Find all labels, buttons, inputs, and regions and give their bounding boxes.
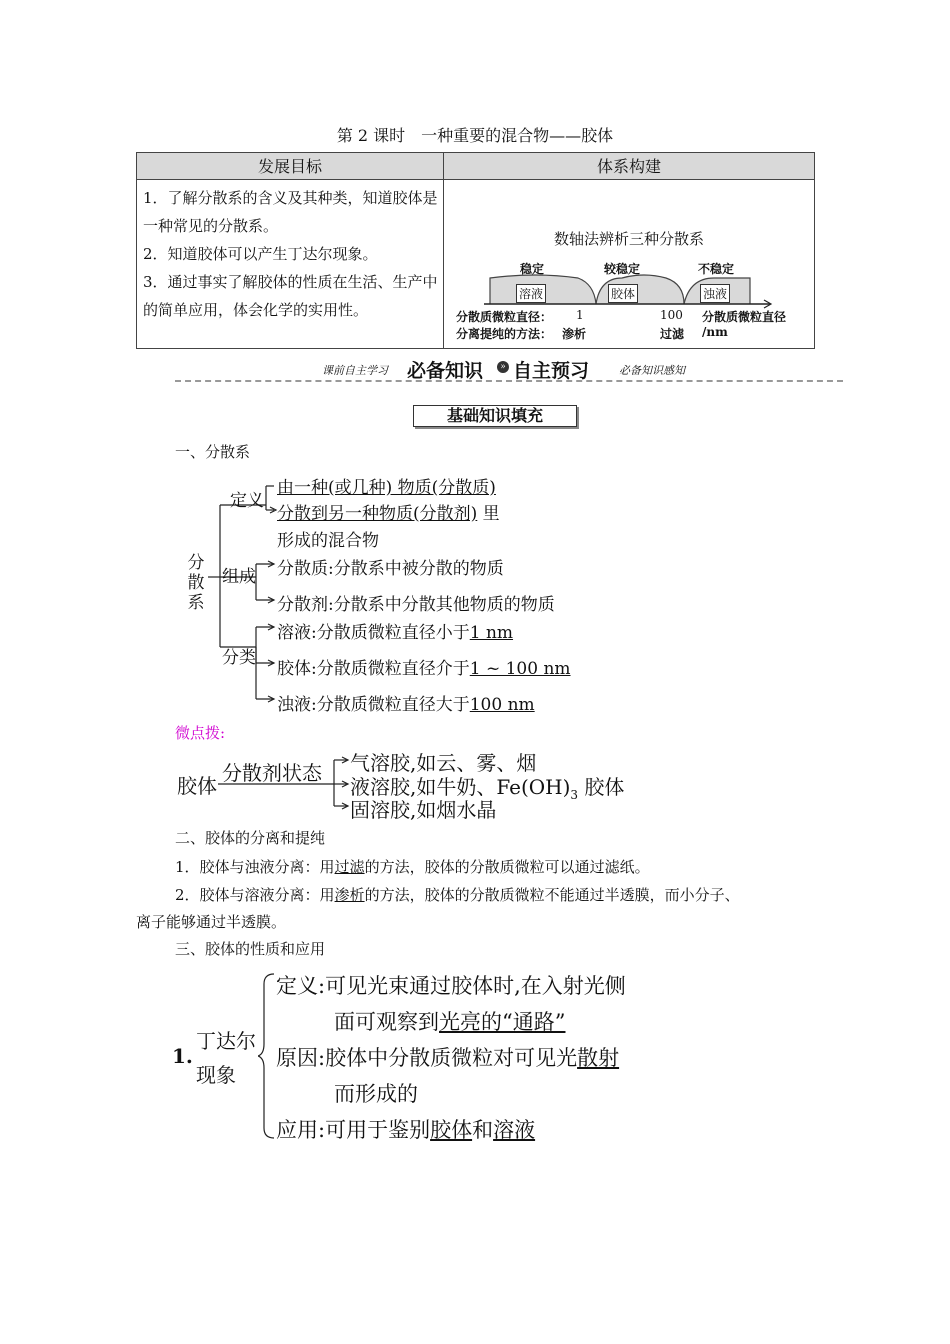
method-filtration: 过滤 (660, 327, 685, 341)
page-title: 第 2 课时 一种重要的混合物——胶体 (336, 126, 614, 145)
section-banner (175, 356, 843, 382)
system-diagram-cell (444, 180, 815, 349)
part1-heading: 一、分散系 (175, 443, 251, 461)
system-suspension: 浊液 (700, 284, 730, 303)
def-line-2: 分散到另一种物质(分散剂) 里 (277, 504, 500, 524)
diagram-title: 数轴法辨析三种分散系 (553, 230, 704, 248)
tick-1: 1 (576, 308, 584, 322)
tip-label: 微点拨: (175, 724, 226, 742)
arrow-icon: » (497, 361, 509, 373)
def-line-3: 形成的混合物 (277, 531, 379, 551)
stability-stable: 稳定 (520, 262, 545, 276)
part3-number: 1. (172, 1044, 193, 1068)
tyndall-reason: 原因:胶体中分散质微粒对可见光散射 (276, 1046, 620, 1070)
axis-label: 分散质微粒直径： (456, 310, 553, 324)
class-solution: 溶液:分散质微粒直径小于1 nm (277, 623, 514, 643)
banner-right: 必备知识感知 (619, 364, 685, 377)
axis-unit: 分散质微粒直径 /nm (702, 310, 787, 339)
def-line-1: 由一种(或几种) 物质(分散质) (277, 478, 496, 498)
part2-line-2-cont: 离子能够通过半透膜。 (136, 913, 287, 931)
goal-item: 3．通过事实了解胶体的性质在生活、生产中的简单应用，体会化学的实用性。 (143, 273, 438, 319)
system-solution: 溶液 (516, 284, 546, 303)
tip-item-gas: 气溶胶,如云、雾、烟 (350, 751, 537, 775)
comp-solute: 分散质:分散系中被分散的物质 (277, 559, 504, 579)
part2-heading: 二、胶体的分离和提纯 (175, 829, 326, 847)
tip-root: 胶体 (177, 774, 217, 798)
tip-branch: 分散剂状态 (222, 761, 322, 785)
brace-icon (258, 970, 278, 1142)
tyndall-reason-cont: 而形成的 (334, 1082, 418, 1106)
stability-unstable: 不稳定 (698, 262, 735, 276)
banner-title-1: 必备知识 (407, 360, 484, 382)
method-dialysis: 渗析 (562, 327, 587, 341)
stability-medium: 较稳定 (604, 262, 641, 276)
tyndall-topic: 丁达尔 现象 (196, 1029, 256, 1087)
tip-item-liquid: 液溶胶,如牛奶、$Fe(OH)_3$ 胶体 (350, 775, 625, 802)
tyndall-definition-cont: 面可观察到光亮的“通路” (334, 1010, 566, 1034)
header-system: 体系构建 (444, 153, 815, 180)
comp-solvent: 分散剂:分散系中分散其他物质的物质 (277, 595, 555, 615)
section-heading-box: 基础知识填充 (413, 405, 577, 427)
tree-root: 分 散 系 (187, 553, 205, 613)
system-colloid: 胶体 (608, 284, 638, 303)
label-definition: 定义 (230, 491, 264, 511)
banner-title-2: 自主预习 (513, 360, 590, 382)
label-classification: 分类 (222, 648, 256, 668)
banner-left: 课前自主学习 (322, 364, 388, 377)
goals-table (136, 152, 815, 349)
tyndall-application: 应用:可用于鉴别胶体和溶液 (276, 1118, 536, 1142)
goal-item: 2．知道胶体可以产生丁达尔现象。 (143, 245, 378, 263)
tick-100: 100 (660, 308, 683, 322)
tip-item-solid: 固溶胶,如烟水晶 (350, 798, 497, 822)
method-label: 分离提纯的方法： (456, 327, 553, 341)
part3-heading: 三、胶体的性质和应用 (175, 940, 326, 958)
label-composition: 组成 (222, 567, 256, 587)
part2-line-1: 1．胶体与浊液分离：用过滤的方法，胶体的分散质微粒可以通过滤纸。 (175, 858, 650, 876)
class-colloid: 胶体:分散质微粒直径介于1 ~ 100 nm (277, 659, 571, 679)
part2-line-2: 2．胶体与溶液分离：用渗析的方法，胶体的分散质微粒不能通过半透膜，而小分子、 (175, 886, 740, 904)
tyndall-definition: 定义:可见光束通过胶体时,在入射光侧 (276, 974, 626, 998)
goal-item: 1．了解分散系的含义及其种类，知道胶体是一种常见的分散系。 (143, 189, 438, 235)
goals-cell (137, 180, 444, 349)
class-suspension: 浊液:分散质微粒直径大于100 nm (277, 695, 535, 715)
header-goals: 发展目标 (137, 153, 444, 180)
